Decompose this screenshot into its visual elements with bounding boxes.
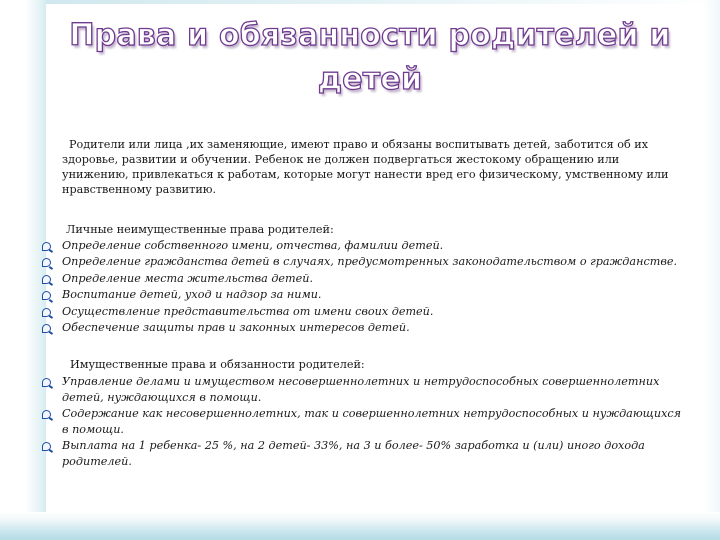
list-item-text: Управление делами и имуществом несовершеннолетних и нетрудоспособных совершеннолетних детей, нуждающихся в помощи. — [62, 375, 660, 404]
right-decor-fade — [702, 0, 720, 540]
list-item — [0, 438, 690, 469]
list-item — [0, 254, 690, 270]
list-item — [0, 406, 690, 437]
list-item-text: Определение собственного имени, отчества, фамилии детей. — [62, 239, 444, 252]
top-decor-band — [46, 0, 720, 4]
intro-text: Родители или лица ,их заменяющие, имеют право и обязаны воспитывать детей, заботится об их здоровье, развитии и обучении. Ребенок не должен подвергаться жестокому обращению или унижению, привлекаться к работам, которые могут нанести вред его физическому, умственному или нравственному развитию. — [62, 138, 669, 196]
q-bullet-icon — [42, 242, 51, 251]
personal-rights-heading: Личные неимущественные права родителей: — [66, 223, 334, 236]
property-rights-heading: Имущественные права и обязанности родителей: — [70, 358, 365, 371]
q-bullet-icon — [42, 410, 51, 419]
list-item — [0, 374, 690, 405]
q-bullet-icon — [42, 258, 51, 267]
list-item — [0, 287, 690, 303]
list-item-text: Определение гражданства детей в случаях, предусмотренных законодательством о гражданстве. — [62, 255, 678, 269]
q-bullet-icon — [42, 291, 51, 300]
q-bullet-icon — [42, 324, 51, 333]
q-bullet-icon — [42, 275, 51, 284]
property-rights-list — [0, 374, 690, 470]
list-item-text: Содержание как несовершеннолетних, так и совершеннолетних нетрудоспособных и нуждающихся в помощи. — [62, 407, 682, 436]
slide-title: Права и обязанности родителей и детей — [69, 18, 671, 97]
list-item — [0, 320, 690, 336]
list-item — [0, 304, 690, 320]
q-bullet-icon — [42, 378, 51, 387]
q-bullet-icon — [42, 442, 51, 451]
list-item — [0, 238, 690, 254]
q-bullet-icon — [42, 308, 51, 317]
list-item-text: Выплата на 1 ребенка- 25 %, на 2 детей- 33%, на 3 и более- 50% заработка и (или) иного дохода родителей. — [62, 439, 645, 468]
list-item-text: Воспитание детей, уход и надзор за ними. — [62, 288, 322, 302]
list-item-text: Определение места жительства детей. — [62, 271, 314, 285]
intro-paragraph — [62, 137, 672, 197]
bottom-decor-band — [0, 512, 720, 540]
personal-rights-list — [0, 238, 690, 336]
list-item-text: Осуществление представительства от имени своих детей. — [62, 304, 434, 318]
list-item-text: Обеспечение защиты прав и законных интересов детей. — [62, 321, 410, 335]
list-item — [0, 271, 690, 287]
